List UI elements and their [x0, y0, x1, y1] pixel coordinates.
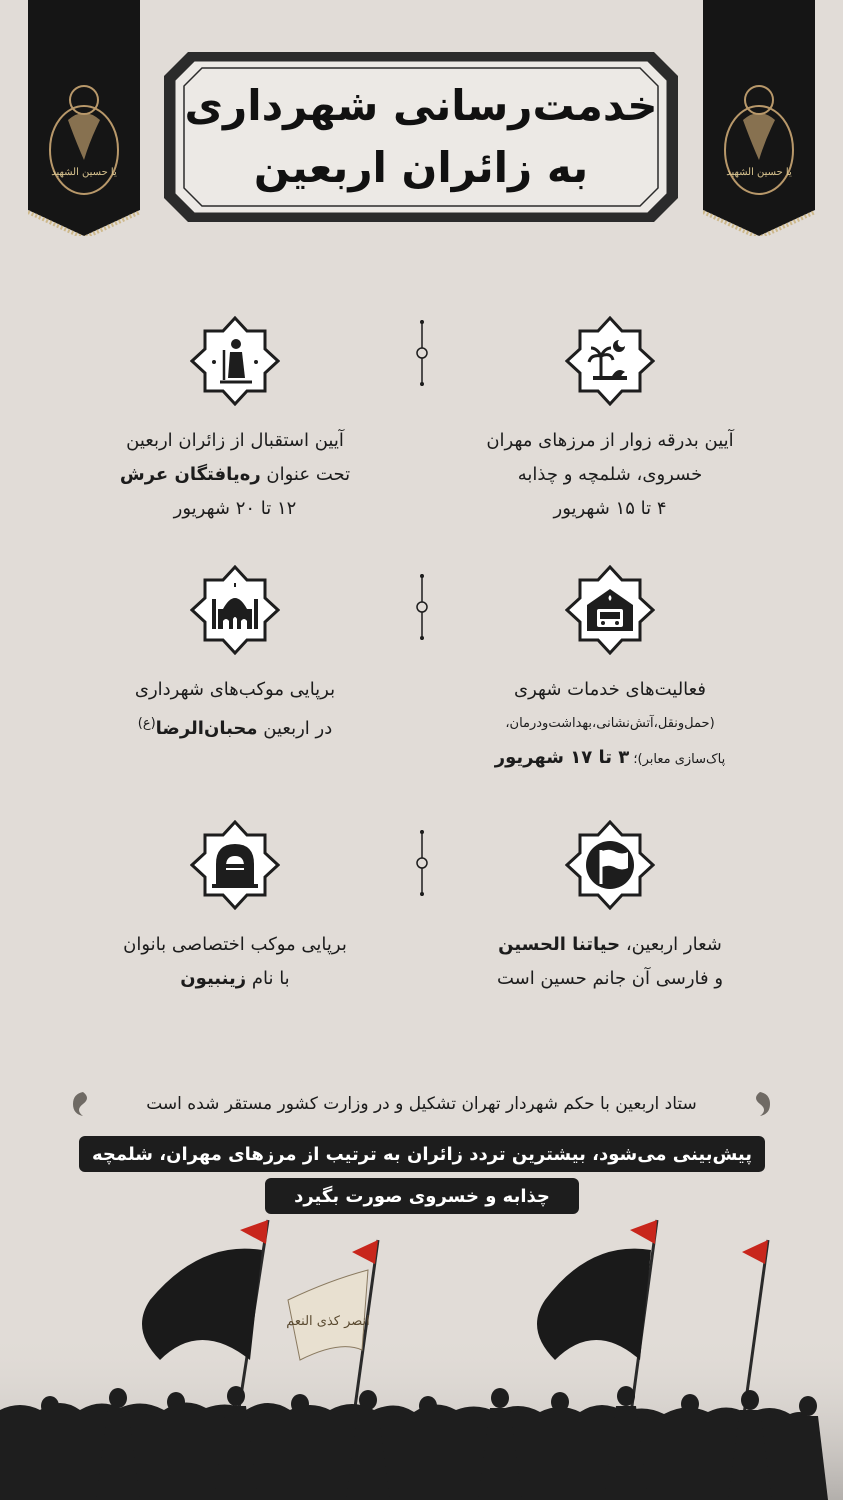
item-city-services-line-3-prefix: پاک‌سازی معابر)؛: [629, 752, 726, 767]
item-women-mawkib-name-bold: زینبیون: [180, 968, 247, 989]
staff-note: ستاد اربعین با حکم شهردار تهران تشکیل و در وزارت کشور مستقر شده است: [146, 1094, 697, 1114]
item-municipal-mawkibs-line-2-prefix: در اربعین: [257, 718, 333, 739]
item-women-mawkib-line-1: برپایی موکب اختصاصی بانوان: [123, 934, 347, 955]
item-arbaeen-slogan-line-1: [440, 928, 780, 962]
item-municipal-mawkibs: [65, 565, 405, 746]
item-arbaeen-slogan-line-1-prefix: شعار اربعین،: [620, 934, 722, 955]
right-mourning-banner: [703, 0, 815, 236]
separator-row-1: [415, 318, 429, 388]
ornament-right-icon: [747, 1090, 773, 1118]
item-welcome-line-1: آیین استقبال از زائران اربعین: [126, 430, 344, 451]
title-line-2: به زائران اربعین: [253, 143, 589, 192]
forecast-pill-line-1: پیش‌بینی می‌شود، بیشترین تردد زائران به ترتیب از مرزهای مهران، شلمچه: [79, 1136, 765, 1172]
mosque-icon: [190, 565, 280, 655]
item-city-services-dates-bold: ۳ تا ۱۷ شهریور: [494, 747, 630, 768]
item-arbaeen-slogan-bold: حیاتنا الحسین: [498, 934, 621, 955]
item-escort-text: [440, 424, 780, 526]
veiled-woman-icon: [190, 820, 280, 910]
item-municipal-mawkibs-name-bold: محبان‌الرضا: [155, 718, 258, 739]
item-welcome-title-bold: ره‌یافتگان عرش: [119, 464, 261, 485]
item-municipal-mawkibs-text: [65, 673, 405, 746]
item-escort-line-2: خسروی، شلمچه و چذابه: [517, 464, 703, 485]
item-women-mawkib-line-2-prefix: با نام: [246, 968, 290, 989]
item-municipal-mawkibs-line-2: [65, 707, 405, 746]
item-municipal-mawkibs-line-1: برپایی موکب‌های شهرداری: [134, 679, 336, 700]
item-city-services-line-2: (حمل‌ونقل،آتش‌نشانی،بهداشت‌ودرمان،: [505, 716, 715, 731]
item-welcome-ceremony: [65, 316, 405, 526]
item-escort-line-3: ۴ تا ۱۵ شهریور: [553, 498, 667, 519]
separator-row-2: [415, 572, 429, 642]
flag-icon: [565, 820, 655, 910]
item-arbaeen-slogan: [440, 820, 780, 996]
title-line-1: خدمت‌رسانی شهرداری: [184, 81, 658, 130]
item-municipal-mawkibs-honorific: (ع): [137, 716, 156, 731]
item-arbaeen-slogan-text: [440, 928, 780, 996]
banner-calligraphy-right: یا حسین الشهید: [726, 167, 792, 178]
item-escort-ceremony: [440, 316, 780, 526]
item-women-mawkib-text: [65, 928, 405, 996]
pilgrim-icon: [190, 316, 280, 406]
left-mourning-banner: [28, 0, 140, 236]
item-welcome-line-3: ۱۲ تا ۲۰ شهریور: [173, 498, 297, 519]
pilgrims-walking-scene: [0, 1210, 843, 1500]
palm-moon-icon: [565, 316, 655, 406]
item-women-mawkib: [65, 820, 405, 996]
item-city-services-line-3: [440, 741, 780, 777]
item-city-services-text: [440, 673, 780, 777]
item-city-services: [440, 565, 780, 777]
item-arbaeen-slogan-line-2: و فارسی آن جانم حسین است: [496, 968, 724, 989]
item-women-mawkib-line-2: [65, 962, 405, 996]
scene-banner-text: انصر کذی النعم: [286, 1314, 370, 1329]
item-welcome-line-2: [65, 458, 405, 492]
item-escort-line-1: آیین بدرقه زوار از مرزهای مهران: [486, 430, 734, 451]
item-welcome-line-2-prefix: تحت عنوان: [260, 464, 351, 485]
item-welcome-text: [65, 424, 405, 526]
page-title: [158, 62, 684, 212]
banner-calligraphy-left: یا حسین الشهید: [51, 167, 117, 178]
separator-row-3: [415, 828, 429, 898]
forecast-pill-line-2: چذابه و خسروی صورت بگیرد: [265, 1178, 579, 1214]
item-city-services-line-1: فعالیت‌های خدمات شهری: [514, 679, 706, 700]
bus-station-icon: [565, 565, 655, 655]
